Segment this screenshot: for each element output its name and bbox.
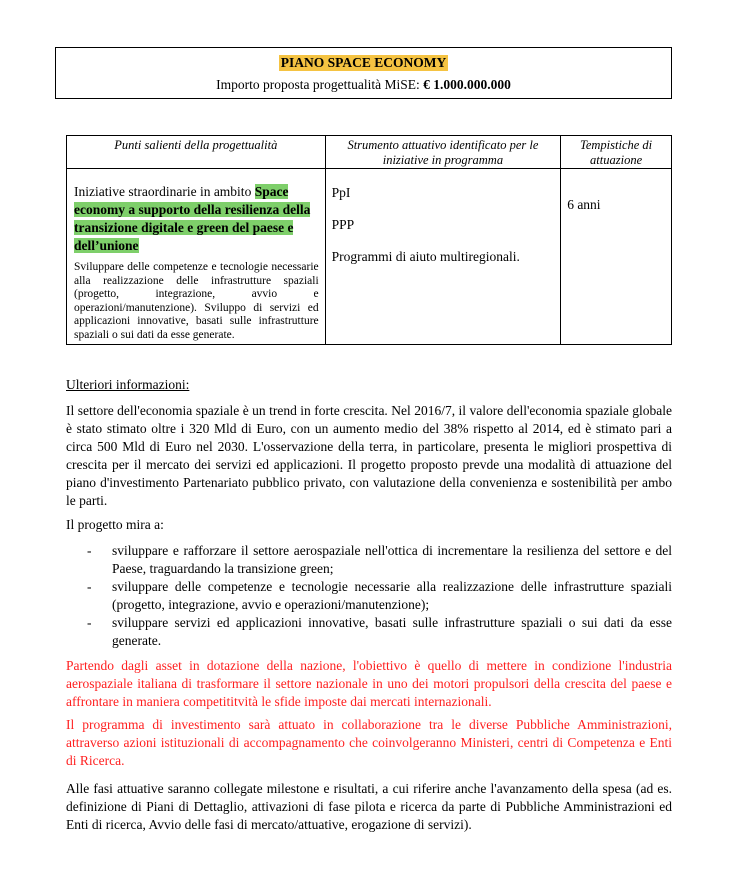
column-header-highlights: Punti salienti della progettualità (67, 136, 326, 169)
paragraph-milestones: Alle fasi attuative saranno collegate milestone e risultati, a cui riferire anche l'avanzamento della spesa (ad es. definizione di Piani di Dettaglio, attivazioni di fase pilota e ricerca da parte di Pubbliche Amministrazioni ed Enti di ricerca, Avvio delle fasi di mercato/attuative, erogazione di servizi). (66, 781, 672, 832)
highlights-lead-highlight: Space economy a supporto della resilienza della transizione digitale e green del paese e dell’unione (74, 184, 311, 253)
amount-line (56, 77, 671, 93)
list-item-text: sviluppare delle competenze e tecnologie necessarie alla realizzazione delle infrastrutture spaziali (progetto, integrazione, avvio e operazioni/manutenzione); (112, 579, 672, 612)
timing-cell: 6 anni (561, 169, 672, 345)
list-item (66, 578, 672, 614)
table-header-row (67, 136, 672, 169)
dash-bullet-icon: - (87, 543, 92, 558)
column-header-timing: Tempistiche di attuazione (561, 136, 672, 169)
highlights-lead (74, 183, 319, 255)
amount-value: € 1.000.000.000 (423, 77, 511, 92)
list-item (66, 542, 672, 578)
paragraph-collaboration: Il programma di investimento sarà attuato in collaborazione tra le diverse Pubbliche Amministrazioni, attraverso azioni istituzionali di accompagnamento che coinvolgeranno Ministeri, centri di Competenza e Enti di Ricerca. (66, 717, 672, 768)
highlights-lead-plain: Iniziative straordinarie in ambito (74, 184, 255, 199)
list-item-text: sviluppare servizi ed applicazioni innovative, basati sulle infrastrutture spaziali o sui dati da esse generate. (112, 615, 672, 648)
paragraph-aims-intro: Il progetto mira a: (66, 517, 164, 532)
list-item (66, 614, 672, 650)
paragraph-market: Il settore dell'economia spaziale è un trend in forte crescita. Nel 2016/7, il valore dell'economia spaziale globale è stato stimato oltre i 320 Mld di Euro, con un aumento medio del 38% rispetto al 2014, ed è stimato pari a circa 500 Mld di Euro nel 2030. L'osservazione della terra, in particolare, presenta le migliori prospettiva di crescita per il mercato dei servizi ed applicazioni. Il progetto proposto prevde una modalità di attuazione del piano d'investimento Partenariato pubblico privato, con valutazione della convenienza e sostenibilità per ambo le parti. (66, 403, 672, 508)
document-title: PIANO SPACE ECONOMY (280, 55, 447, 70)
instruments-cell (325, 169, 561, 345)
highlights-cell (67, 169, 326, 345)
highlights-detail: Sviluppare delle competenze e tecnologie necessarie alla realizzazione delle infrastrutture spaziali (progetto, integrazione, avvio e operazioni/manutenzione). Sviluppo di servizi ed applicazioni innovative, basati sulle infrastrutture spaziali o sui dati da esse generate. (74, 261, 319, 341)
aims-list (66, 542, 672, 650)
summary-table (66, 135, 672, 345)
section-title: Ulteriori informazioni: (66, 377, 190, 392)
list-item-text: sviluppare e rafforzare il settore aerospaziale nell'ottica di incrementare la resilienza del settore e del Paese, traguardando la transizione green; (112, 543, 672, 576)
dash-bullet-icon: - (87, 615, 92, 630)
amount-label: Importo proposta progettualità MiSE: (216, 77, 424, 92)
instrument-item: Programmi di aiuto multiregionali. (331, 249, 520, 264)
column-header-instruments: Strumento attuativo identificato per le iniziative in programma (325, 136, 561, 169)
dash-bullet-icon: - (87, 579, 92, 594)
instrument-item: PPP (331, 217, 355, 232)
table-row (67, 169, 672, 345)
paragraph-objective: Partendo dagli asset in dotazione della nazione, l'obiettivo è quello di mettere in condizione l'industria aerospaziale italiana di trasformare il settore nazionale in uno dei motori propulsori della crescita del paese e affrontare in maniera competititvità le sfide imposte dai mercati internazionali. (66, 658, 672, 709)
instrument-item: PpI (331, 185, 351, 200)
header-box (55, 47, 672, 99)
